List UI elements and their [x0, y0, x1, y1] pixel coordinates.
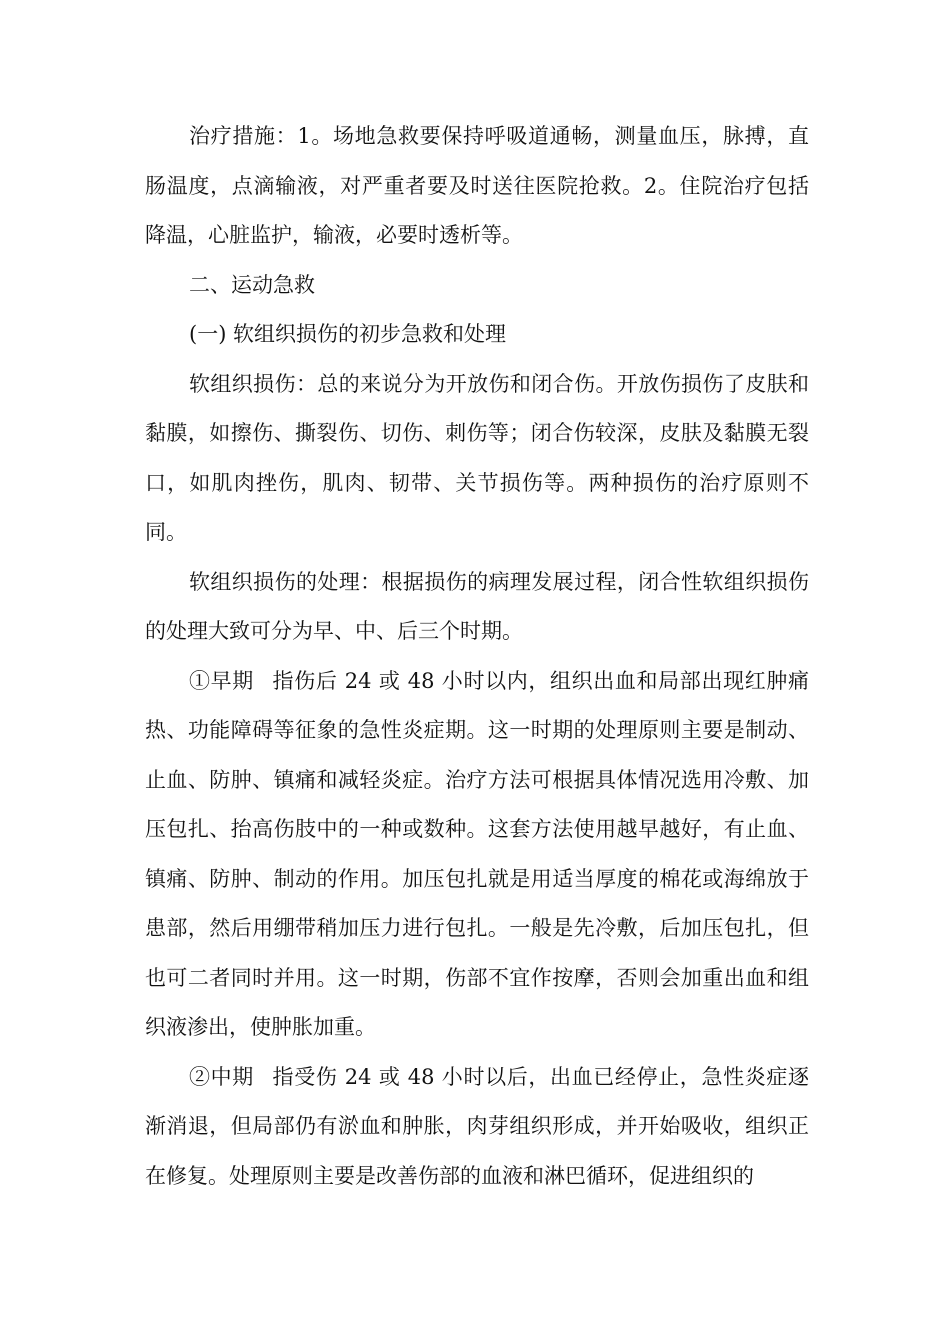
document-body: [145, 112, 809, 1201]
middle-stage-label: ②中期: [189, 1064, 254, 1089]
early-stage-label: ①早期: [189, 668, 254, 693]
early-stage-text: 指伤后 24 或 48 小时以内，组织出血和局部出现红肿痛热、功能障碍等征象的急性炎症期。这一时期的处理原则主要是制动、止血、防肿、镇痛和减轻炎症。治疗方法可根据具体情况选用冷敷、加压包扎、抬高伤肢中的一种或数种。这套方法使用越早越好，有止血、镇痛、防肿、制动的作用。加压包扎就是用适当厚度的棉花或海绵放于患部，然后用绷带稍加压力进行包扎。一般是先冷敷，后加压包扎，但也可二者同时并用。这一时期，伤部不宜作按摩，否则会加重出血和组织液渗出，使肿胀加重。: [145, 668, 809, 1039]
paragraph-early-stage: [145, 657, 809, 1053]
paragraph-treatment: 治疗措施：1。场地急救要保持呼吸道通畅，测量血压，脉搏，直肠温度，点滴输液，对严重者要及时送往医院抢救。2。住院治疗包括降温，心脏监护，输液，必要时透析等。: [145, 124, 809, 247]
section-heading-sports-first-aid: 二、运动急救: [189, 272, 315, 297]
subsection-heading-soft-tissue: (一) 软组织损伤的初步急救和处理: [189, 322, 507, 346]
paragraph-soft-tissue-definition: 软组织损伤：总的来说分为开放伤和闭合伤。开放伤损伤了皮肤和黏膜，如擦伤、撕裂伤、切伤、刺伤等；闭合伤较深，皮肤及黏膜无裂口，如肌肉挫伤，肌肉、韧带、关节损伤等。两种损伤的治疗原则不同。: [145, 371, 809, 544]
paragraph-soft-tissue-treatment: 软组织损伤的处理：根据损伤的病理发展过程，闭合性软组织损伤的处理大致可分为早、中、后三个时期。: [145, 569, 809, 643]
paragraph-middle-stage: [145, 1053, 809, 1202]
middle-stage-text: 指受伤 24 或 48 小时以后，出血已经停止，急性炎症逐渐消退，但局部仍有淤血和肿胀，肉芽组织形成，并开始吸收，组织正在修复。处理原则主要是改善伤部的血液和淋巴循环，促进组织的: [145, 1064, 809, 1188]
